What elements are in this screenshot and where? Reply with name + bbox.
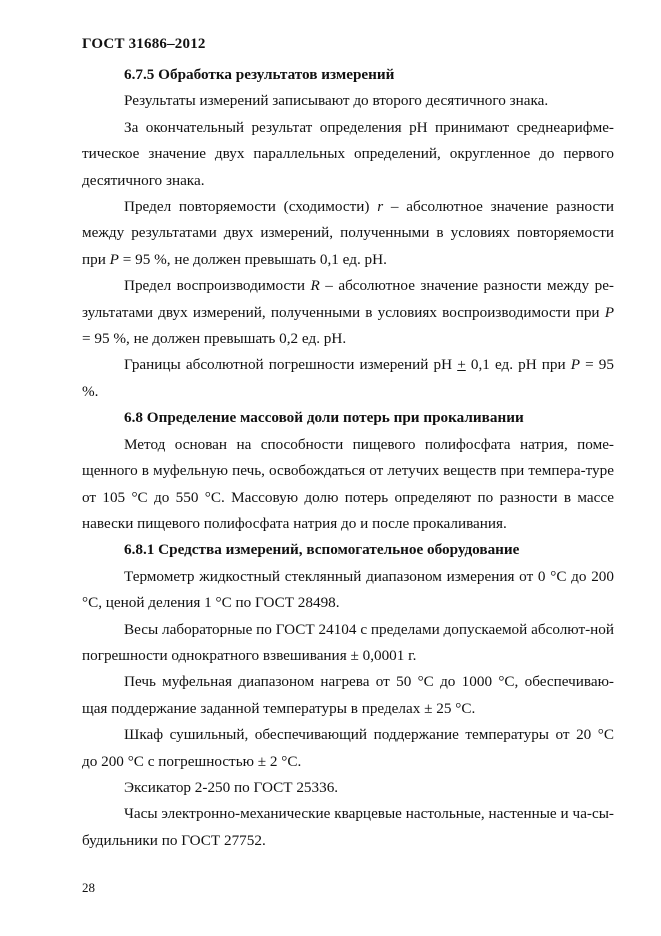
text-run: = 95 %, не должен превышать 0,1 ед. рН.	[118, 250, 387, 268]
paragraph: Метод основан на способности пищевого полифосфата натрия, поме-щенного в муфельную печь, освобождаться от летучих веществ при темпера-туре от 105 °C до 550 °C. Массовую долю потерь определяют по разности в массе навески пищевого полифосфата натрия до и после прокаливания.	[82, 435, 614, 532]
plus-minus-sign: +	[457, 356, 466, 374]
paragraph: За окончательный результат определения рН принимают среднеарифме-тическое значение двух параллельных определений, округленное до первого десятичного знака.	[82, 118, 614, 189]
paragraph-error-limits	[82, 352, 614, 405]
page-number: 28	[82, 880, 95, 895]
variable-r: r	[377, 198, 384, 216]
paragraph: Результаты измерений записывают до второго десятичного знака.	[124, 92, 549, 110]
text-run: = 95 %, не должен превышать 0,2 ед. рН.	[82, 330, 347, 348]
paragraph-reproducibility	[82, 273, 614, 352]
section-heading-6-8-1: 6.8.1 Средства измерений, вспомогательное оборудование	[124, 541, 520, 559]
variable-p: P	[604, 303, 614, 321]
paragraph: Эксикатор 2-250 по ГОСТ 25336.	[124, 778, 339, 796]
paragraph: Термометр жидкостный стеклянный диапазоном измерения от 0 °C до 200 °C, ценой деления 1 °C по ГОСТ 28498.	[82, 567, 614, 612]
text-run: – абсолютное значение разности между ре-зультатами двух измерений, полученными в условиях воспроизводимости при	[82, 277, 614, 321]
text-run: = 95 %.	[82, 356, 614, 400]
variable-p: P	[109, 250, 119, 268]
paragraph: Весы лабораторные по ГОСТ 24104 с пределами допускаемой абсолют-ной погрешности однократного взвешивания ± 0,0001 г.	[82, 620, 614, 664]
text-run: 0,1 ед. рН при	[465, 356, 571, 374]
paragraph: Шкаф сушильный, обеспечивающий поддержание температуры от 20 °C до 200 °C с погрешностью ± 2 °C.	[82, 726, 614, 770]
variable-r-upper: R	[310, 277, 320, 295]
paragraph: Печь муфельная диапазоном нагрева от 50 °C до 1000 °C, обеспечиваю-щая поддержание заданной температуры в пределах ± 25 °C.	[82, 673, 614, 717]
text-run: Границы абсолютной погрешности измерений рН	[124, 356, 458, 374]
text-run: Предел повторяемости (сходимости)	[124, 198, 378, 216]
paragraph-repeatability	[82, 194, 614, 273]
text-run: Предел воспроизводимости	[124, 277, 311, 295]
section-heading-6-7-5: 6.7.5 Обработка результатов измерений	[124, 66, 395, 83]
paragraph: Часы электронно-механические кварцевые настольные, настенные и ча-сы-будильники по ГОСТ 27752.	[82, 805, 614, 849]
document-header: ГОСТ 31686–2012	[82, 36, 206, 52]
document-body	[82, 62, 614, 854]
variable-p: P	[570, 356, 581, 374]
text-run: – абсолютное значение разности между результатами двух измерений, полученными в условиях повторяемости при	[82, 198, 615, 268]
section-heading-6-8: 6.8 Определение массовой доли потерь при прокаливании	[124, 409, 524, 427]
